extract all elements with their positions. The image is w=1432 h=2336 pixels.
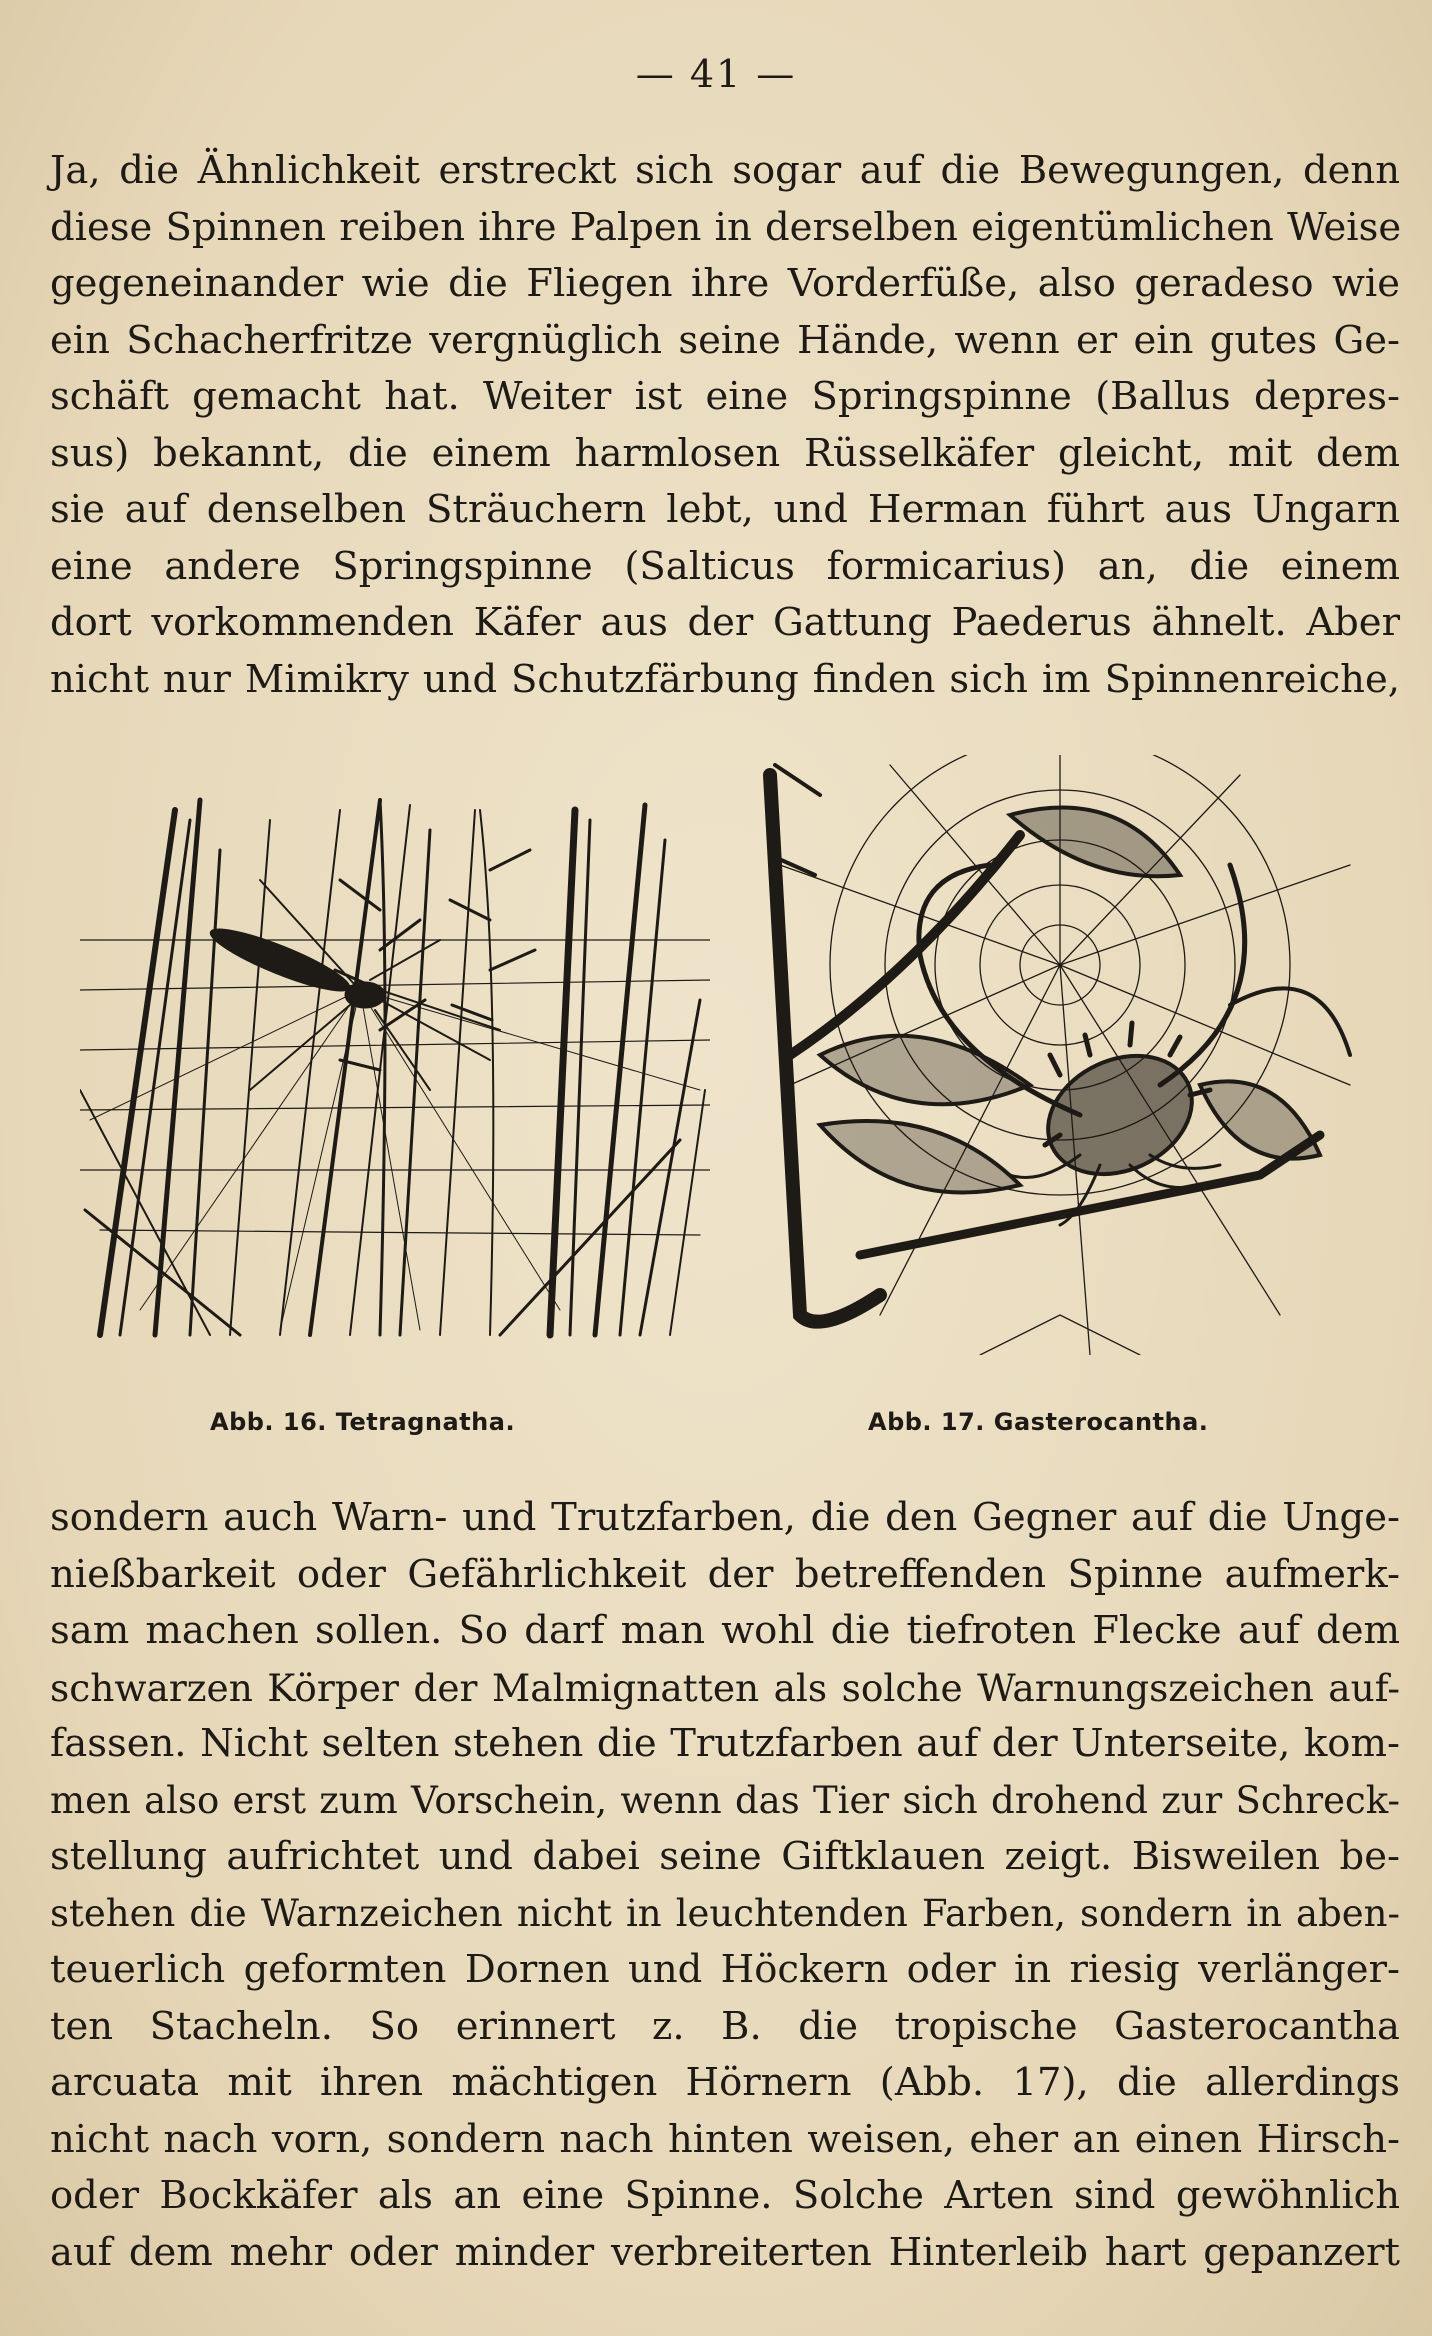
top-paragraph bbox=[50, 143, 1400, 708]
figure-gasterocantha bbox=[760, 755, 1360, 1355]
figure-tetragnatha bbox=[80, 790, 710, 1345]
text-line: ten Stacheln. So erinnert z. B. die tropische Gasterocantha bbox=[50, 2003, 1400, 2049]
text-line: diese Spinnen reiben ihre Palpen in derselben eigentümlichen Weise bbox=[50, 204, 1402, 250]
bottom-paragraph bbox=[50, 1490, 1400, 2281]
text-line: oder Bockkäfer als an eine Spinne. Solche Arten sind gewöhnlich bbox=[50, 2173, 1400, 2218]
caption-figure-16: Abb. 16. Tetragnatha. bbox=[210, 1408, 516, 1436]
text-line: auf dem mehr oder minder verbreiterten Hinterleib hart gepanzert bbox=[50, 2229, 1400, 2275]
text-line: nicht nur Mimikry und Schutzfärbung finden sich im Spinnenreiche, bbox=[50, 656, 1400, 702]
text-line: fassen. Nicht selten stehen die Trutzfarben auf der Unterseite, kom- bbox=[50, 1721, 1400, 1766]
spiny-spider-web-illustration bbox=[760, 755, 1360, 1355]
text-line: sondern auch Warn- und Trutzfarben, die den Gegner auf die Unge- bbox=[50, 1495, 1400, 1540]
text-line: nicht nach vorn, sondern nach hinten weisen, eher an einen Hirsch- bbox=[50, 2116, 1400, 2162]
text-line: sie auf denselben Sträuchern lebt, und Herman führt aus Ungarn bbox=[50, 487, 1400, 532]
text-line: Ja, die Ähnlichkeit erstreckt sich sogar auf die Bewegungen, denn bbox=[50, 148, 1400, 193]
text-line: sus) bekannt, die einem harmlosen Rüsselkäfer gleicht, mit dem bbox=[50, 430, 1400, 476]
text-line: sam machen sollen. So darf man wohl die tiefroten Flecke auf dem bbox=[50, 1608, 1400, 1653]
text-line: men also erst zum Vorschein, wenn das Tier sich drohend zur Schreck- bbox=[50, 1778, 1400, 1822]
text-line: teuerlich geformten Dornen und Höckern oder in riesig verlänger- bbox=[50, 1947, 1400, 1992]
text-line: arcuata mit ihren mächtigen Hörnern (Abb. 17), die allerdings bbox=[50, 2060, 1400, 2105]
text-line: dort vorkommenden Käfer aus der Gattung Paederus ähnelt. Aber bbox=[50, 600, 1400, 645]
page-number: — 41 — bbox=[635, 52, 797, 96]
text-line: stehen die Warnzeichen nicht in leuchtenden Farben, sondern in aben- bbox=[50, 1891, 1400, 1935]
caption-figure-17: Abb. 17. Gasterocantha. bbox=[868, 1408, 1209, 1436]
text-line: schäft gemacht hat. Weiter ist eine Springspinne (Ballus depres- bbox=[50, 374, 1400, 419]
spider-in-grass-illustration bbox=[80, 790, 710, 1345]
text-line: gegeneinander wie die Fliegen ihre Vorderfüße, also geradeso wie bbox=[50, 261, 1400, 306]
text-line: eine andere Springspinne (Salticus formicarius) an, die einem bbox=[50, 543, 1400, 589]
text-line: ein Schacherfritze vergnüglich seine Hände, wenn er ein gutes Ge- bbox=[50, 317, 1400, 363]
text-line: schwarzen Körper der Malmignatten als solche Warnungszeichen auf- bbox=[50, 1665, 1400, 1710]
text-line: stellung aufrichtet und dabei seine Giftklauen zeigt. Bisweilen be- bbox=[50, 1834, 1400, 1879]
text-line: nießbarkeit oder Gefährlichkeit der betreffenden Spinne aufmerk- bbox=[50, 1551, 1400, 1597]
